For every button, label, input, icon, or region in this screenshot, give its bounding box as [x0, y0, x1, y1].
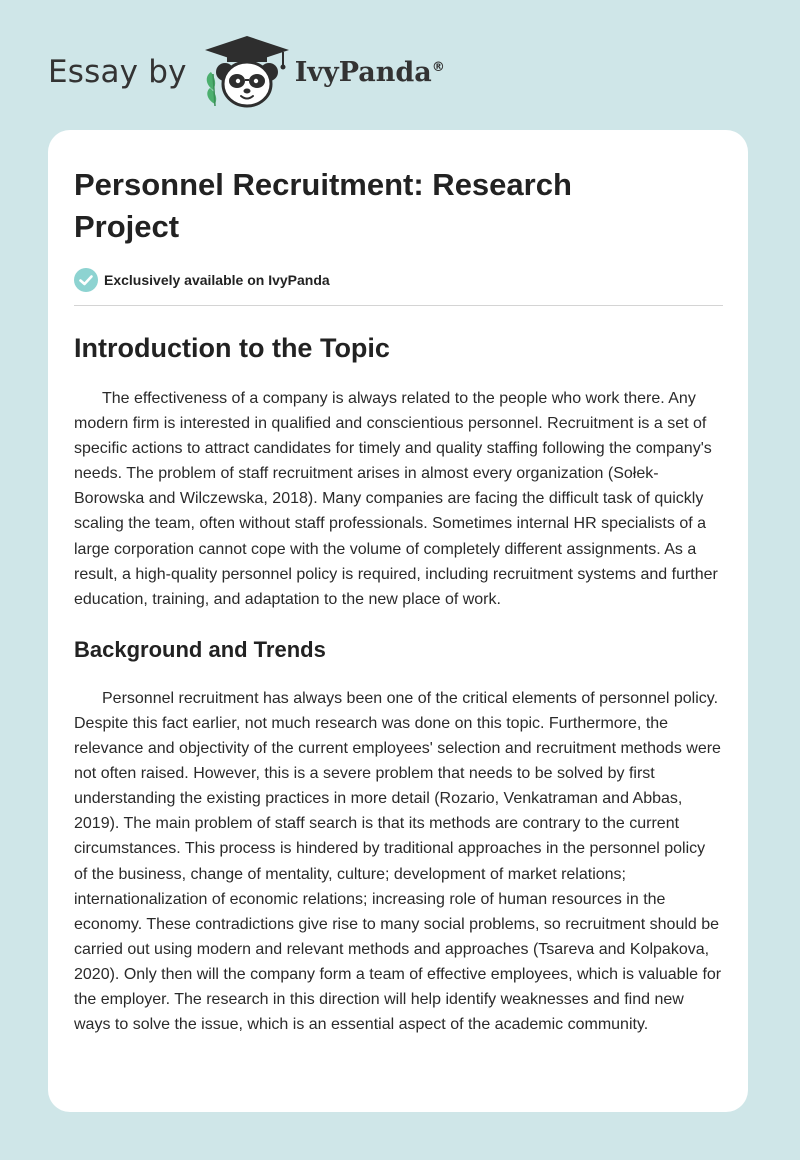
essay-card — [48, 130, 748, 1112]
site-brand[interactable] — [48, 34, 445, 110]
check-circle-icon — [74, 268, 98, 292]
registered-mark: ® — [431, 59, 445, 75]
section-background — [74, 636, 722, 1037]
section-heading-introduction: Introduction to the Topic — [74, 333, 390, 363]
brand-prefix: Essay by — [48, 53, 187, 90]
section-heading-background: Background and Trends — [74, 636, 326, 662]
panda-graduate-icon — [201, 34, 293, 110]
title-divider — [74, 305, 723, 306]
exclusive-badge — [74, 268, 722, 292]
section-paragraph-background: Personnel recruitment has always been one of the critical elements of personnel policy. Despite this fact earlier, not much research was done on this topic. Furthermore, the relevance and objectivity of the current employees' selection and recruitment methods were not often raised. However, this is a severe problem that needs to be solved by first understanding the existing practices in more detail (Rozario, Venkatraman and Abbas, 2019). The main problem of staff search is that its methods are contrary to the current circumstances. This process is hindered by traditional approaches in the personnel policy of the business, change of mentality, culture; development of market relations; internationalization of economic relations; increasing role of human resources in the economy. These contradictions give rise to many social problems, so recruitment should be carried out using modern and relevant methods and approaches (Tsareva and Kolpakova, 2020). Only then will the company form a team of effective employees, which is valuable for the employer. The research in this direction will help identify weaknesses and find new ways to solve the issue, which is an essential aspect of the academic community. — [74, 689, 722, 1034]
brand-name: IvyPanda® — [294, 56, 445, 88]
section-paragraph-introduction: The effectiveness of a company is always related to the people who work there. Any modern firm is interested in qualified and conscientious personnel. Recruitment is a set of specific actions to attract candidates for timely and quality staffing following the company's needs. The problem of staff recruitment arises in almost every organization (Sołek-Borowska and Wilczewska, 2018). Many companies are facing the difficult task of quickly scaling the team, often without staff professionals. Sometimes internal HR specialists of a large corporation cannot cope with the volume of completely different assignments. As a result, a high-quality personnel policy is required, including recruitment systems and further education, training, and adaptation to the new place of work. — [74, 390, 718, 608]
section-introduction — [74, 332, 722, 612]
essay-title: Personnel Recruitment: Research Project — [74, 167, 572, 244]
exclusive-badge-text: Exclusively available on IvyPanda — [104, 272, 330, 288]
